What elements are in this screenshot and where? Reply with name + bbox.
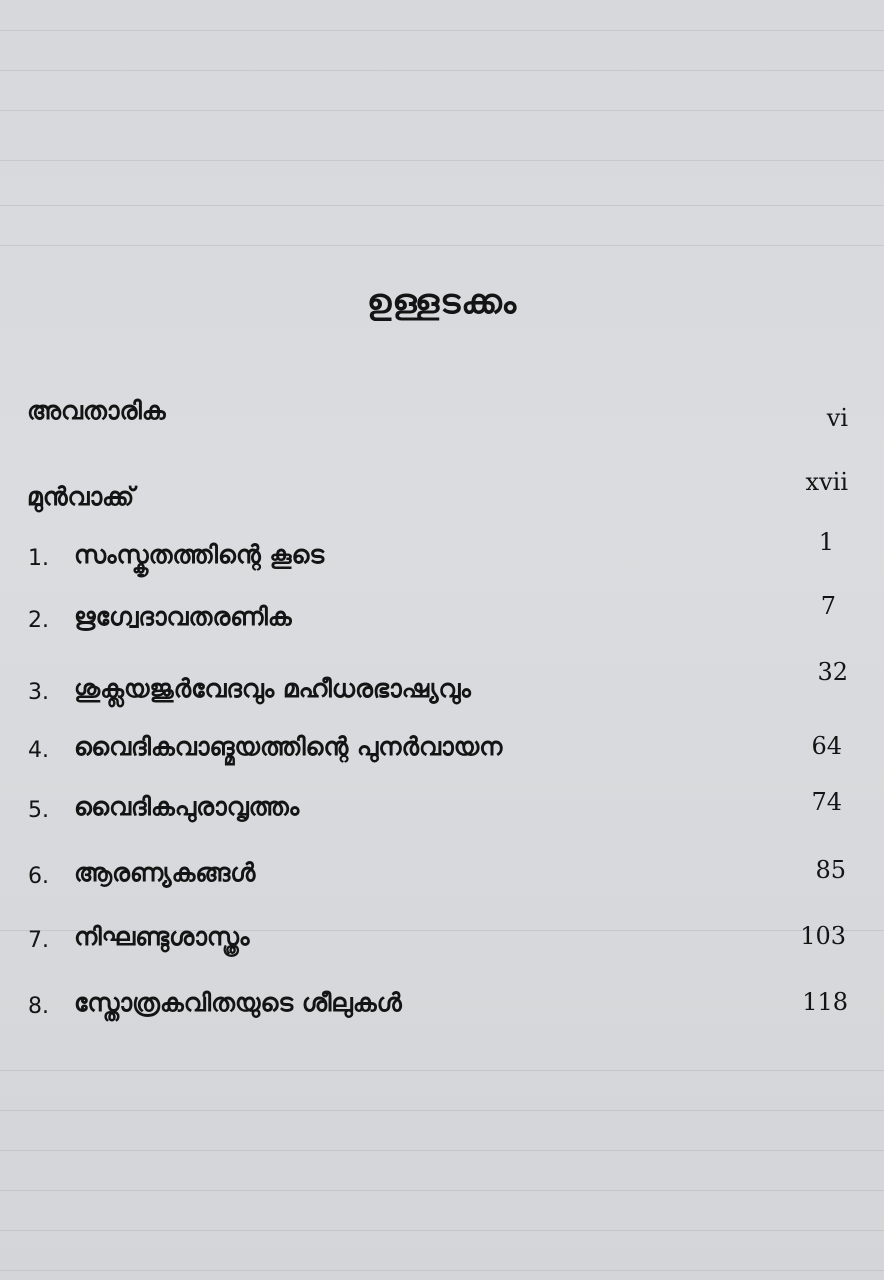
bleed-line bbox=[0, 1240, 884, 1271]
bleed-line bbox=[0, 215, 884, 246]
bleed-line bbox=[0, 40, 884, 71]
toc-entry bbox=[0, 394, 884, 440]
toc-entry-number: 1. bbox=[28, 546, 49, 571]
bleed-line bbox=[0, 1160, 884, 1191]
toc-entry-number: 5. bbox=[28, 798, 49, 823]
toc-entry-number: 4. bbox=[28, 738, 49, 763]
toc-entry-page: 103 bbox=[800, 922, 846, 950]
toc-entry-title: ഋഗ്വേദാവതരണിക bbox=[74, 602, 292, 631]
toc-entry-number: 6. bbox=[28, 864, 49, 889]
bleed-line bbox=[0, 1040, 884, 1071]
toc-entry-page: 118 bbox=[802, 988, 848, 1016]
bleed-line bbox=[0, 175, 884, 206]
toc-entry bbox=[0, 986, 884, 1032]
bleed-line bbox=[0, 1120, 884, 1151]
toc-entry bbox=[0, 920, 884, 966]
toc-entry-page: 32 bbox=[817, 658, 848, 686]
toc-entry-title: ശുക്ലയജുർവേദവും മഹീധരഭാഷ്യവും bbox=[74, 674, 471, 703]
toc-entry-page: 1 bbox=[818, 528, 834, 556]
toc-entry-title: സംസ്കൃതത്തിന്റെ കൂടെ bbox=[74, 540, 325, 569]
toc-entry-number: 7. bbox=[28, 928, 49, 953]
toc-entry-page: 85 bbox=[815, 856, 846, 884]
toc-entry bbox=[0, 730, 884, 776]
toc-entry-title: വൈദികവാങ്മയത്തിന്റെ പുനർവായന bbox=[74, 732, 503, 761]
toc-entry-number: 3. bbox=[28, 680, 49, 705]
toc-entry bbox=[0, 790, 884, 836]
toc-entry bbox=[0, 528, 884, 584]
toc-entry-number: 8. bbox=[28, 994, 49, 1019]
toc-entry-title: സ്തോത്രകവിതയുടെ ശീലുകൾ bbox=[74, 988, 402, 1017]
toc-entry-number: 2. bbox=[28, 608, 49, 633]
toc-entry-page: 74 bbox=[811, 788, 842, 816]
toc-entry-title: നിഘണ്ടുശാസ്ത്രം bbox=[74, 922, 250, 951]
page-title: ഉള്ളടക്കം bbox=[366, 282, 518, 322]
toc-entry-title: അവതാരിക bbox=[27, 396, 166, 425]
bleed-line bbox=[0, 80, 884, 111]
bleed-line bbox=[0, 130, 884, 161]
toc-entry bbox=[0, 856, 884, 902]
bleed-line bbox=[0, 0, 884, 31]
toc-entry-page: 7 bbox=[820, 592, 836, 620]
toc-entry-title: വൈദികപുരാവൃത്തം bbox=[74, 792, 300, 821]
toc-entry-title: മുൻവാക്ക് bbox=[27, 482, 135, 511]
toc-entry bbox=[0, 658, 884, 718]
toc-entry bbox=[0, 592, 884, 646]
bleed-line bbox=[0, 1080, 884, 1111]
toc-entry-page: xvii bbox=[805, 468, 848, 496]
toc-entry bbox=[0, 468, 884, 520]
toc-entry-title: ആരണ്യകങ്ങൾ bbox=[74, 858, 256, 887]
toc-entry-page: vi bbox=[826, 404, 848, 432]
toc-entry-page: 64 bbox=[811, 732, 842, 760]
bleed-line bbox=[0, 1200, 884, 1231]
